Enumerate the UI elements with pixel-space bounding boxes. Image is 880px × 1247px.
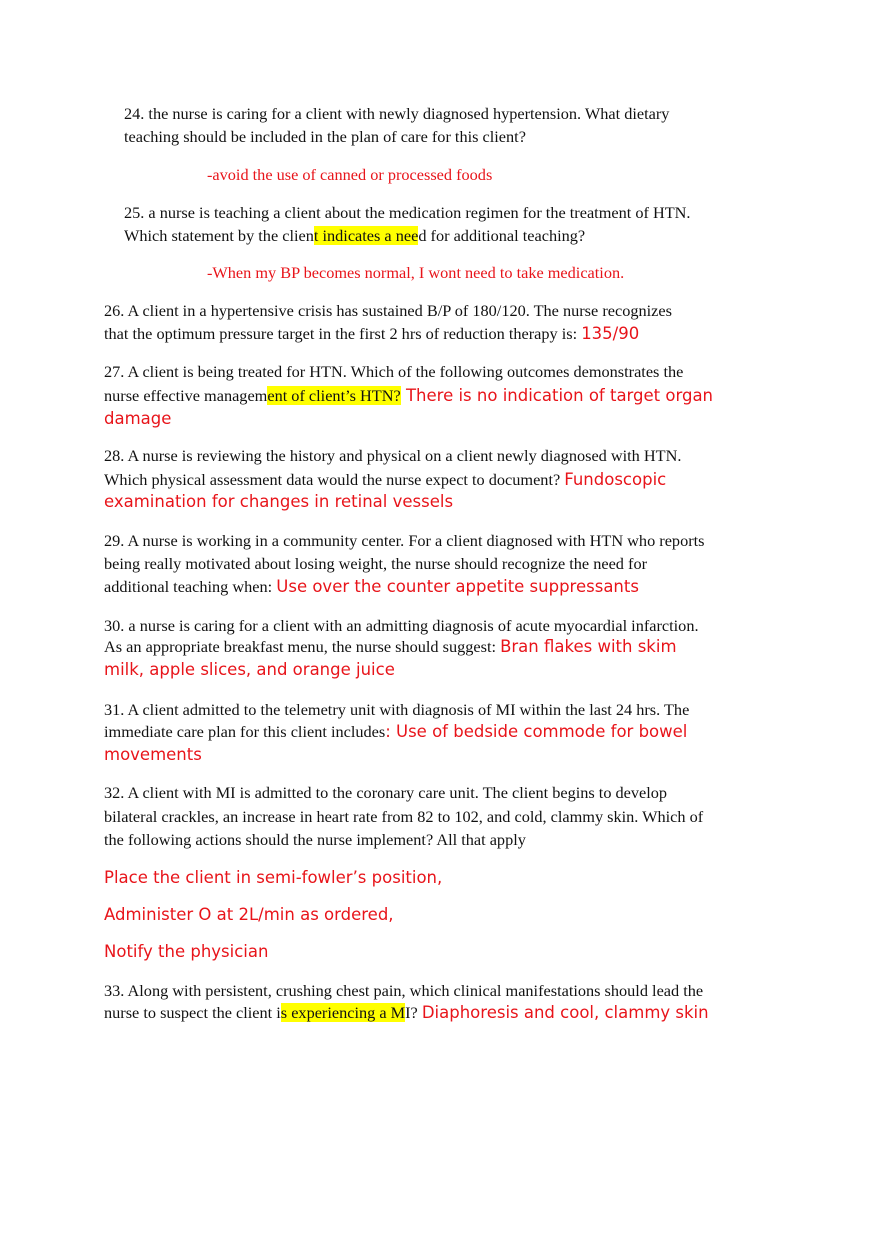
answer-text: Bran flakes with skim [500,637,677,656]
text-line [104,940,268,964]
question-text: 31. A client admitted to the telemetry unit with diagnosis of MI within the last 24 hrs. The [104,700,690,719]
question-text: that the optimum pressure target in the first 2 hrs of reduction therapy is: [104,324,582,343]
question-text: being really motivated about losing weight, the nurse should recognize the need for [104,554,648,573]
text-line [104,407,171,431]
text-line [124,125,526,149]
question-text: I? [405,1003,422,1022]
text-line [104,805,703,829]
text-line [104,490,453,514]
question-text: 33. Along with persistent, crushing chest pain, which clinical manifestations should lead the [104,981,704,1000]
question-text: 26. A client in a hypertensive crisis has sustained B/P of 180/120. The nurse recognizes [104,301,672,320]
question-text: 24. the nurse is caring for a client with newly diagnosed hypertension. What dietary [124,104,670,123]
text-line [104,979,703,1003]
answer-text: Place the client in semi-fowler’s position, [104,868,443,887]
text-line [104,866,442,890]
question-text: 30. a nurse is caring for a client with an admitting diagnosis of acute myocardial infarction. [104,616,699,635]
text-line [104,698,689,722]
text-line [207,261,624,285]
text-line [124,224,585,248]
answer-text: : Use of bedside commode for bowel [385,722,688,741]
answer-text: -avoid the use of canned or processed foods [207,165,493,184]
text-line [104,1001,709,1025]
text-line [124,102,669,126]
question-text: nurse effective managem [104,386,268,405]
question-text: Which physical assessment data would the nurse expect to document? [104,470,565,489]
question-text: the following actions should the nurse implement? All that apply [104,830,526,849]
answer-text: Use over the counter appetite suppressants [276,577,639,596]
text-line [104,781,667,805]
text-line [104,322,639,346]
highlighted-text: t indicates a nee [313,226,419,245]
answer-text: -When my BP becomes normal, I wont need to take medication. [207,263,625,282]
answer-text: examination for changes in retinal vessels [104,492,454,511]
question-text: 25. a nurse is teaching a client about the medication regimen for the treatment of HTN. [124,203,691,222]
text-line [104,720,687,744]
question-text: teaching should be included in the plan of care for this client? [124,127,526,146]
answer-text: milk, apple slices, and orange juice [104,660,395,679]
text-line [104,468,666,492]
text-line [104,743,202,767]
answer-text: There is no indication of target organ [400,386,714,405]
question-text: nurse to suspect the client i [104,1003,281,1022]
answer-text: movements [104,745,202,764]
text-line [104,529,705,553]
answer-text: damage [104,409,172,428]
question-text: additional teaching when: [104,577,277,596]
highlighted-text: s experiencing a M [280,1003,406,1022]
text-line [104,552,647,576]
question-text: 32. A client with MI is admitted to the coronary care unit. The client begins to develop [104,783,668,802]
answer-text: Diaphoresis and cool, clammy skin [421,1003,709,1022]
question-text: bilateral crackles, an increase in heart rate from 82 to 102, and cold, clammy skin. Which of [104,807,704,826]
answer-text: Fundoscopic [564,470,667,489]
question-text: 27. A client is being treated for HTN. Which of the following outcomes demonstrates the [104,362,684,381]
question-text: immediate care plan for this client includes [104,722,386,741]
text-line [104,635,677,659]
text-line [104,828,526,852]
text-line [104,903,394,927]
text-line [104,658,395,682]
text-line [104,384,713,408]
text-line [104,444,681,468]
text-line [104,299,672,323]
highlighted-text: ent of client’s HTN? [267,386,401,405]
text-line [104,360,683,384]
question-text: Which statement by the clien [124,226,314,245]
answer-text: Administer O at 2L/min as ordered, [104,905,394,924]
question-text: 29. A nurse is working in a community center. For a client diagnosed with HTN who reports [104,531,705,550]
answer-text: Notify the physician [104,942,269,961]
answer-text: 135/90 [581,324,640,343]
text-line [207,163,492,187]
question-text: d for additional teaching? [418,226,586,245]
text-line [104,575,639,599]
text-line [124,201,690,225]
question-text: As an appropriate breakfast menu, the nurse should suggest: [104,637,501,656]
question-text: 28. A nurse is reviewing the history and physical on a client newly diagnosed with HTN. [104,446,682,465]
